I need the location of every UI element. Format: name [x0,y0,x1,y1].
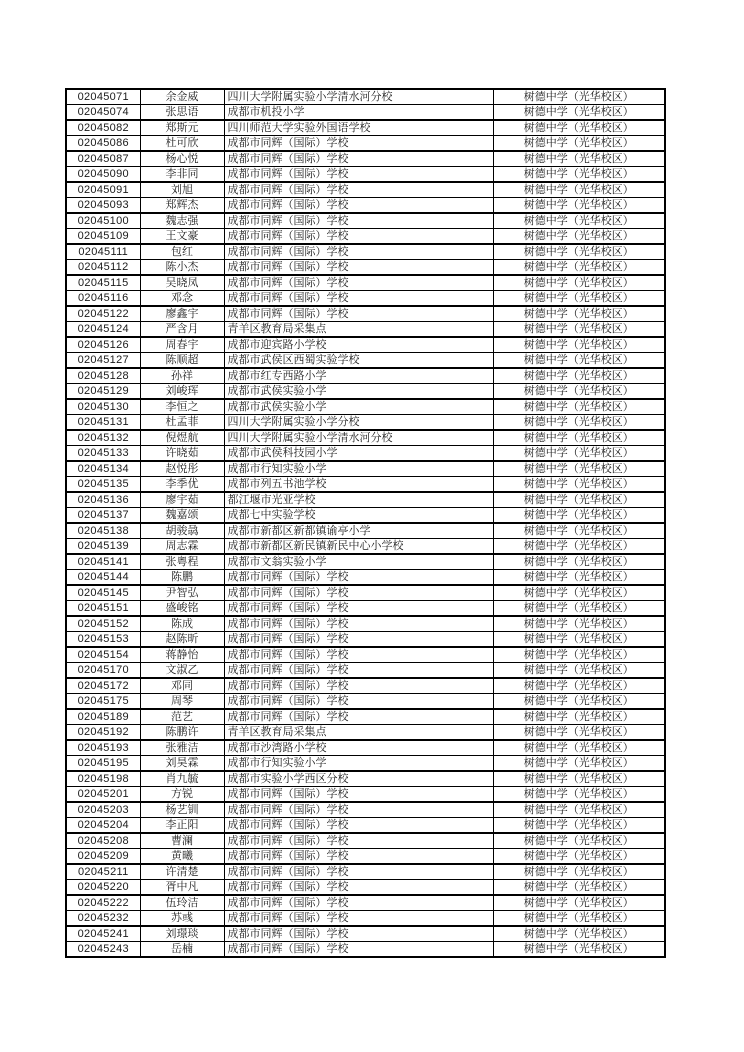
destination-cell: 树德中学（光华校区） [493,833,665,849]
school-cell: 成都市同辉（国际）学校 [224,802,493,818]
school-cell: 成都市同辉（国际）学校 [224,275,493,291]
name-cell: 蒋静怡 [140,647,224,663]
school-cell: 成都市同辉（国际）学校 [224,818,493,834]
name-cell: 包红 [140,244,224,260]
id-cell: 02045111 [66,244,140,260]
destination-cell: 树德中学（光华校区） [493,213,665,229]
name-cell: 杨心悦 [140,151,224,167]
school-cell: 成都市同辉（国际）学校 [224,291,493,307]
id-cell: 02045144 [66,570,140,586]
id-cell: 02045192 [66,725,140,741]
name-cell: 赵陈昕 [140,632,224,648]
name-cell: 魏志强 [140,213,224,229]
table-row [66,275,665,291]
id-cell: 02045232 [66,911,140,927]
school-cell: 成都市同辉（国际）学校 [224,182,493,198]
id-cell: 02045198 [66,771,140,787]
name-cell: 曹澜 [140,833,224,849]
destination-cell: 树德中学（光华校区） [493,787,665,803]
destination-cell: 树德中学（光华校区） [493,678,665,694]
name-cell: 魏嘉颂 [140,508,224,524]
id-cell: 02045091 [66,182,140,198]
name-cell: 张雅洁 [140,740,224,756]
school-cell: 青羊区教育局采集点 [224,322,493,338]
id-cell: 02045204 [66,818,140,834]
name-cell: 刘峻珲 [140,384,224,400]
id-cell: 02045203 [66,802,140,818]
school-cell: 成都市同辉（国际）学校 [224,880,493,896]
id-cell: 02045100 [66,213,140,229]
id-cell: 02045135 [66,477,140,493]
id-cell: 02045137 [66,508,140,524]
school-cell: 成都市同辉（国际）学校 [224,709,493,725]
school-cell: 成都市同辉（国际）学校 [224,244,493,260]
destination-cell: 树德中学（光华校区） [493,632,665,648]
school-cell: 成都市武侯实验小学 [224,384,493,400]
destination-cell: 树德中学（光华校区） [493,849,665,865]
table-row [66,430,665,446]
table-row [66,756,665,772]
destination-cell: 树德中学（光华校区） [493,477,665,493]
table-row [66,725,665,741]
school-cell: 成都市同辉（国际）学校 [224,306,493,322]
school-cell: 成都市同辉（国际）学校 [224,833,493,849]
school-cell: 成都市同辉（国际）学校 [224,213,493,229]
id-cell: 02045170 [66,663,140,679]
id-cell: 02045127 [66,353,140,369]
table-row [66,151,665,167]
table-row [66,678,665,694]
destination-cell: 树德中学（光华校区） [493,105,665,121]
name-cell: 许晓茹 [140,446,224,462]
destination-cell: 树德中学（光华校区） [493,616,665,632]
school-cell: 都江堰市光亚学校 [224,492,493,508]
destination-cell: 树德中学（光华校区） [493,694,665,710]
school-cell: 成都市同辉（国际）学校 [224,616,493,632]
table-row [66,492,665,508]
id-cell: 02045220 [66,880,140,896]
destination-cell: 树德中学（光华校区） [493,818,665,834]
destination-cell: 树德中学（光华校区） [493,430,665,446]
id-cell: 02045134 [66,461,140,477]
name-cell: 廖鑫宇 [140,306,224,322]
name-cell: 胥中凡 [140,880,224,896]
table-row [66,415,665,431]
name-cell: 陈顺超 [140,353,224,369]
name-cell: 陈鹏 [140,570,224,586]
name-cell: 文淑乙 [140,663,224,679]
destination-cell: 树德中学（光华校区） [493,492,665,508]
name-cell: 余金威 [140,89,224,105]
table-row [66,384,665,400]
destination-cell: 树德中学（光华校区） [493,291,665,307]
name-cell: 吴晓凤 [140,275,224,291]
school-cell: 成都市实验小学西区分校 [224,771,493,787]
id-cell: 02045222 [66,895,140,911]
school-cell: 成都市迎宾路小学校 [224,337,493,353]
table-row [66,833,665,849]
destination-cell: 树德中学（光华校区） [493,167,665,183]
student-roster-body [66,89,665,957]
destination-cell: 树德中学（光华校区） [493,260,665,276]
school-cell: 成都市行知实验小学 [224,461,493,477]
name-cell: 刘璟琰 [140,926,224,942]
destination-cell: 树德中学（光华校区） [493,415,665,431]
name-cell: 胡骏骉 [140,523,224,539]
table-row [66,523,665,539]
table-row [66,616,665,632]
id-cell: 02045152 [66,616,140,632]
table-row [66,864,665,880]
name-cell: 刘昊霖 [140,756,224,772]
school-cell: 成都市同辉（国际）学校 [224,895,493,911]
name-cell: 李季优 [140,477,224,493]
name-cell: 张思语 [140,105,224,121]
school-cell: 成都市行知实验小学 [224,756,493,772]
school-cell: 成都市沙湾路小学校 [224,740,493,756]
school-cell: 成都市同辉（国际）学校 [224,585,493,601]
school-cell: 成都市文翁实验小学 [224,554,493,570]
school-cell: 成都市同辉（国际）学校 [224,570,493,586]
table-row [66,399,665,415]
destination-cell: 树德中学（光华校区） [493,322,665,338]
id-cell: 02045189 [66,709,140,725]
name-cell: 王文豪 [140,229,224,245]
table-row [66,709,665,725]
id-cell: 02045109 [66,229,140,245]
destination-cell: 树德中学（光华校区） [493,508,665,524]
school-cell: 成都市同辉（国际）学校 [224,136,493,152]
table-row [66,539,665,555]
table-row [66,477,665,493]
name-cell: 廖宇茹 [140,492,224,508]
destination-cell: 树德中学（光华校区） [493,725,665,741]
id-cell: 02045211 [66,864,140,880]
id-cell: 02045241 [66,926,140,942]
id-cell: 02045131 [66,415,140,431]
destination-cell: 树德中学（光华校区） [493,136,665,152]
school-cell: 成都市同辉（国际）学校 [224,229,493,245]
id-cell: 02045195 [66,756,140,772]
school-cell: 成都市同辉（国际）学校 [224,260,493,276]
name-cell: 周琴 [140,694,224,710]
table-row [66,585,665,601]
id-cell: 02045093 [66,198,140,214]
id-cell: 02045126 [66,337,140,353]
school-cell: 成都市机投小学 [224,105,493,121]
school-cell: 成都市武侯科技园小学 [224,446,493,462]
school-cell: 成都市同辉（国际）学校 [224,694,493,710]
name-cell: 李非同 [140,167,224,183]
school-cell: 成都市同辉（国际）学校 [224,678,493,694]
table-row [66,368,665,384]
school-cell: 成都市新都区新都镇谕亭小学 [224,523,493,539]
table-row [66,120,665,136]
table-row [66,291,665,307]
name-cell: 岳楠 [140,942,224,958]
id-cell: 02045090 [66,167,140,183]
destination-cell: 树德中学（光华校区） [493,880,665,896]
destination-cell: 树德中学（光华校区） [493,337,665,353]
destination-cell: 树德中学（光华校区） [493,399,665,415]
table-row [66,89,665,105]
school-cell: 成都市同辉（国际）学校 [224,601,493,617]
name-cell: 张粤程 [140,554,224,570]
school-cell: 成都市列五书池学校 [224,477,493,493]
destination-cell: 树德中学（光华校区） [493,601,665,617]
id-cell: 02045139 [66,539,140,555]
destination-cell: 树德中学（光华校区） [493,539,665,555]
destination-cell: 树德中学（光华校区） [493,198,665,214]
destination-cell: 树德中学（光华校区） [493,306,665,322]
id-cell: 02045136 [66,492,140,508]
name-cell: 伍玲洁 [140,895,224,911]
destination-cell: 树德中学（光华校区） [493,229,665,245]
table-row [66,322,665,338]
id-cell: 02045193 [66,740,140,756]
table-row [66,663,665,679]
name-cell: 杨艺钏 [140,802,224,818]
name-cell: 方锐 [140,787,224,803]
table-row [66,306,665,322]
id-cell: 02045151 [66,601,140,617]
name-cell: 苏彧 [140,911,224,927]
table-row [66,926,665,942]
id-cell: 02045122 [66,306,140,322]
name-cell: 李恒之 [140,399,224,415]
destination-cell: 树德中学（光华校区） [493,554,665,570]
destination-cell: 树德中学（光华校区） [493,942,665,958]
table-row [66,849,665,865]
name-cell: 黄曦 [140,849,224,865]
table-row [66,818,665,834]
table-row [66,895,665,911]
table-row [66,136,665,152]
destination-cell: 树德中学（光华校区） [493,353,665,369]
destination-cell: 树德中学（光华校区） [493,368,665,384]
table-row [66,182,665,198]
table-row [66,461,665,477]
name-cell: 陈鹏许 [140,725,224,741]
name-cell: 盛峻铭 [140,601,224,617]
school-cell: 成都七中实验学校 [224,508,493,524]
school-cell: 四川大学附属实验小学清水河分校 [224,430,493,446]
destination-cell: 树德中学（光华校区） [493,275,665,291]
destination-cell: 树德中学（光华校区） [493,446,665,462]
name-cell: 李正阳 [140,818,224,834]
school-cell: 成都市同辉（国际）学校 [224,167,493,183]
destination-cell: 树德中学（光华校区） [493,182,665,198]
table-row [66,554,665,570]
table-row [66,771,665,787]
destination-cell: 树德中学（光华校区） [493,895,665,911]
school-cell: 成都市同辉（国际）学校 [224,632,493,648]
table-row [66,198,665,214]
destination-cell: 树德中学（光华校区） [493,740,665,756]
id-cell: 02045243 [66,942,140,958]
school-cell: 青羊区教育局采集点 [224,725,493,741]
id-cell: 02045071 [66,89,140,105]
school-cell: 四川大学附属实验小学清水河分校 [224,89,493,105]
name-cell: 郑斯元 [140,120,224,136]
table-row [66,647,665,663]
id-cell: 02045086 [66,136,140,152]
school-cell: 四川大学附属实验小学分校 [224,415,493,431]
destination-cell: 树德中学（光华校区） [493,756,665,772]
id-cell: 02045201 [66,787,140,803]
id-cell: 02045132 [66,430,140,446]
school-cell: 成都市同辉（国际）学校 [224,787,493,803]
id-cell: 02045130 [66,399,140,415]
id-cell: 02045082 [66,120,140,136]
name-cell: 陈成 [140,616,224,632]
table-row [66,911,665,927]
id-cell: 02045087 [66,151,140,167]
school-cell: 成都市武侯实验小学 [224,399,493,415]
name-cell: 严含月 [140,322,224,338]
table-row [66,942,665,958]
table-row [66,446,665,462]
id-cell: 02045138 [66,523,140,539]
id-cell: 02045175 [66,694,140,710]
table-row [66,880,665,896]
name-cell: 刘旭 [140,182,224,198]
id-cell: 02045145 [66,585,140,601]
school-cell: 成都市同辉（国际）学校 [224,911,493,927]
id-cell: 02045209 [66,849,140,865]
id-cell: 02045128 [66,368,140,384]
table-row [66,802,665,818]
name-cell: 范艺 [140,709,224,725]
destination-cell: 树德中学（光华校区） [493,120,665,136]
destination-cell: 树德中学（光华校区） [493,585,665,601]
table-row [66,787,665,803]
table-row [66,601,665,617]
id-cell: 02045124 [66,322,140,338]
id-cell: 02045116 [66,291,140,307]
table-row [66,632,665,648]
table-row [66,694,665,710]
school-cell: 成都市武侯区西蜀实验学校 [224,353,493,369]
table-row [66,244,665,260]
name-cell: 周志霖 [140,539,224,555]
name-cell: 陈小杰 [140,260,224,276]
table-row [66,229,665,245]
destination-cell: 树德中学（光华校区） [493,244,665,260]
name-cell: 周春宇 [140,337,224,353]
id-cell: 02045074 [66,105,140,121]
destination-cell: 树德中学（光华校区） [493,709,665,725]
school-cell: 成都市同辉（国际）学校 [224,151,493,167]
table-row [66,260,665,276]
student-roster-table [65,88,666,958]
name-cell: 肖九毓 [140,771,224,787]
name-cell: 杜可欣 [140,136,224,152]
id-cell: 02045129 [66,384,140,400]
school-cell: 成都市同辉（国际）学校 [224,663,493,679]
school-cell: 成都市同辉（国际）学校 [224,942,493,958]
name-cell: 郑辉杰 [140,198,224,214]
destination-cell: 树德中学（光华校区） [493,461,665,477]
destination-cell: 树德中学（光华校区） [493,911,665,927]
name-cell: 邓念 [140,291,224,307]
school-cell: 四川师范大学实验外国语学校 [224,120,493,136]
id-cell: 02045153 [66,632,140,648]
id-cell: 02045133 [66,446,140,462]
name-cell: 赵悦彤 [140,461,224,477]
table-row [66,337,665,353]
destination-cell: 树德中学（光华校区） [493,771,665,787]
destination-cell: 树德中学（光华校区） [493,864,665,880]
school-cell: 成都市同辉（国际）学校 [224,647,493,663]
destination-cell: 树德中学（光华校区） [493,663,665,679]
id-cell: 02045141 [66,554,140,570]
destination-cell: 树德中学（光华校区） [493,570,665,586]
school-cell: 成都市同辉（国际）学校 [224,926,493,942]
table-row [66,167,665,183]
name-cell: 倪煜航 [140,430,224,446]
destination-cell: 树德中学（光华校区） [493,926,665,942]
table-row [66,508,665,524]
school-cell: 成都市同辉（国际）学校 [224,864,493,880]
destination-cell: 树德中学（光华校区） [493,523,665,539]
id-cell: 02045115 [66,275,140,291]
table-row [66,570,665,586]
destination-cell: 树德中学（光华校区） [493,151,665,167]
document-sheet [65,88,666,958]
school-cell: 成都市同辉（国际）学校 [224,849,493,865]
name-cell: 尹智弘 [140,585,224,601]
destination-cell: 树德中学（光华校区） [493,89,665,105]
destination-cell: 树德中学（光华校区） [493,647,665,663]
table-row [66,213,665,229]
name-cell: 邓同 [140,678,224,694]
table-row [66,105,665,121]
name-cell: 许清楚 [140,864,224,880]
id-cell: 02045112 [66,260,140,276]
name-cell: 杜孟菲 [140,415,224,431]
school-cell: 成都市新都区新民镇新民中心小学校 [224,539,493,555]
table-row [66,353,665,369]
destination-cell: 树德中学（光华校区） [493,384,665,400]
id-cell: 02045154 [66,647,140,663]
table-row [66,740,665,756]
destination-cell: 树德中学（光华校区） [493,802,665,818]
school-cell: 成都市红专西路小学 [224,368,493,384]
name-cell: 孙祥 [140,368,224,384]
id-cell: 02045208 [66,833,140,849]
id-cell: 02045172 [66,678,140,694]
school-cell: 成都市同辉（国际）学校 [224,198,493,214]
